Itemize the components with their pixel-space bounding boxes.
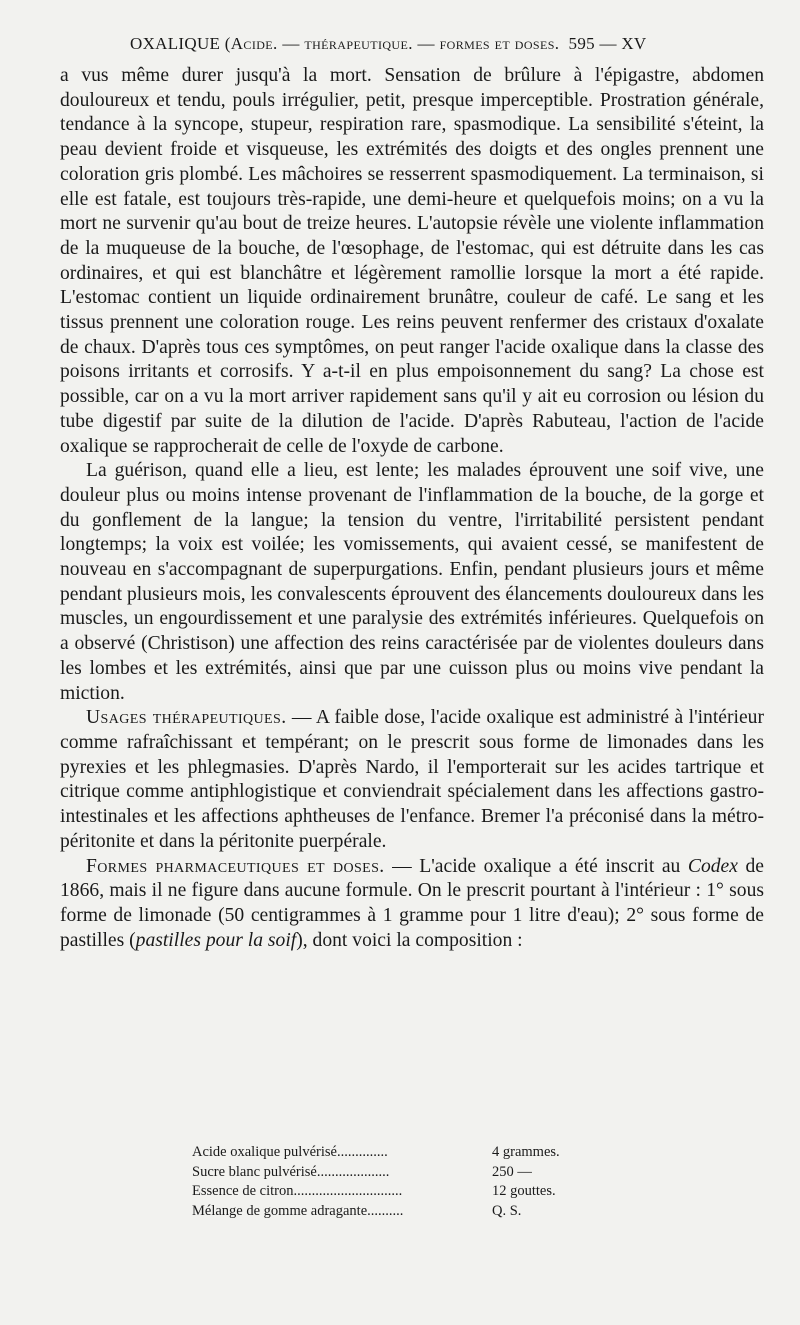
recipe-row (192, 1182, 612, 1202)
recipe-quantity: 4 grammes. (492, 1144, 560, 1160)
heading-therapeutic-uses: Usages thérapeutiques. (86, 707, 287, 729)
recipe-row (192, 1163, 612, 1183)
forms-doses-text-b: de 1866, mais il ne figure dans aucune formule. On le prescrit pourtant à l'intérieur : 1° sous forme de limonade (50 centigrammes à 1 gramme pour 1 litre d'eau); 2° sous forme de pastilles ( (60, 855, 764, 951)
forms-doses-text-c: ), dont voici la composition : (296, 929, 523, 951)
running-head (130, 34, 762, 54)
recipe-table (192, 1143, 612, 1221)
paragraph-therapeutic-uses (60, 706, 764, 854)
page-number: 595 (568, 34, 595, 53)
section-number: — XV (599, 34, 647, 53)
paragraph-forms-doses (60, 855, 764, 954)
running-head-title: OXALIQUE ( (130, 34, 231, 53)
pastilles-italic: pastilles pour la soif (135, 929, 297, 951)
paragraph-symptoms: a vus même durer jusqu'à la mort. Sensation de brûlure à l'épigastre, abdomen douloureux et tendu, pouls irrégulier, petit, presque imperceptible. Prostration générale, tendance à la syncope, stupeur, respiration rare, spasmodique. La sensibilité s'éteint, la peau devient froide et visqueuse, les extrémités des doigts et des ongles prennent une coloration gris plombé. Les mâchoires se resserrent spasmodiquement. La terminaison, si elle est fatale, est toujours très-rapide, une demi-heure et quelquefois moins; on a vu la mort ne survenir qu'au bout de treize heures. L'autopsie révèle une violente inflammation de la muqueuse de la bouche, de l'œsophage, de l'estomac, qui est détruite dans les cas ordinaires, et qui est blanchâtre et légèrement ramollie lorsque la mort a été rapide. L'estomac contient un liquide ordinairement brunâtre, couleur de café. Le sang et les tissus prennent une coloration rouge. Les reins peuvent renfermer des cristaux d'oxalate de chaux. D'après tous ces symptômes, on peut ranger l'acide oxalique dans la classe des poisons irritants et corrosifs. Y a-t-il en plus empoisonnement du sang? La chose est possible, car on a vu la mort arriver rapidement sans qu'il y ait eu corrosion ou lésion du tube digestif par suite de la dilution de l'acide. D'après Rabuteau, l'action de l'acide oxalique se rapprocherait de celle de l'oxyde de carbone. (60, 65, 764, 457)
therapeutic-uses-text: — A faible dose, l'acide oxalique est administré à l'intérieur comme rafraîchissant et tempérant; on le prescrit sous forme de limonades dans les pyrexies et les phlegmasies. D'après Nardo, il l'emporterait sur les acides tartrique et citrique comme antiphlogistique et conviendrait spécialement dans les affections gastro-intestinales et les affections aphtheuses de l'enfance. Bremer l'a préconisé dans la métro-péritonite et dans la péritonite puerpérale. (60, 707, 764, 852)
running-head-acide: Acide. (230, 34, 278, 53)
recipe-ingredient: Acide oxalique pulvérisé.............. (192, 1144, 388, 1160)
paragraph-recovery: La guérison, quand elle a lieu, est lente; les malades éprouvent une soif vive, une douleur plus ou moins intense provenant de l'inflammation de la bouche, de la gorge et du gonflement de la langue; la tension du ventre, l'irritabilité persistent pendant longtemps; la voix est voilée; les vomissements, qui avaient cessé, se manifestent de nouveau en s'accompagnant de superpurgations. Enfin, pendant plusieurs jours et même pendant plusieurs mois, les convalescents éprouvent des élancements douloureux dans les muscles, un engourdissement et une paralysie des extrémités inférieures. Quelquefois on a observé (Christison) une affection des reins caractérisée par de violentes douleurs dans les lombes et les extrémités, ainsi que par une cuisson plus ou moins vive pendant la miction. (60, 460, 764, 704)
codex-italic: Codex (687, 855, 738, 877)
recipe-quantity: Q. S. (492, 1202, 522, 1219)
forms-doses-text-a: — L'acide oxalique a été inscrit au (384, 855, 688, 877)
recipe-ingredient: Mélange de gomme adragante.......... (192, 1202, 404, 1219)
recipe-ingredient: Sucre blanc pulvérisé.................... (192, 1163, 390, 1180)
recipe-row (192, 1202, 612, 1222)
recipe-ingredient: Essence de citron.............................. (192, 1183, 403, 1199)
body-text (60, 64, 764, 953)
running-head-subtitle: — thérapeutique. — formes et doses. (277, 34, 560, 53)
recipe-quantity: 12 gouttes. (492, 1183, 556, 1199)
heading-forms-doses: Formes pharmaceutiques et doses. (86, 855, 385, 877)
recipe-row (192, 1143, 612, 1163)
recipe-quantity: 250 — (492, 1163, 532, 1180)
